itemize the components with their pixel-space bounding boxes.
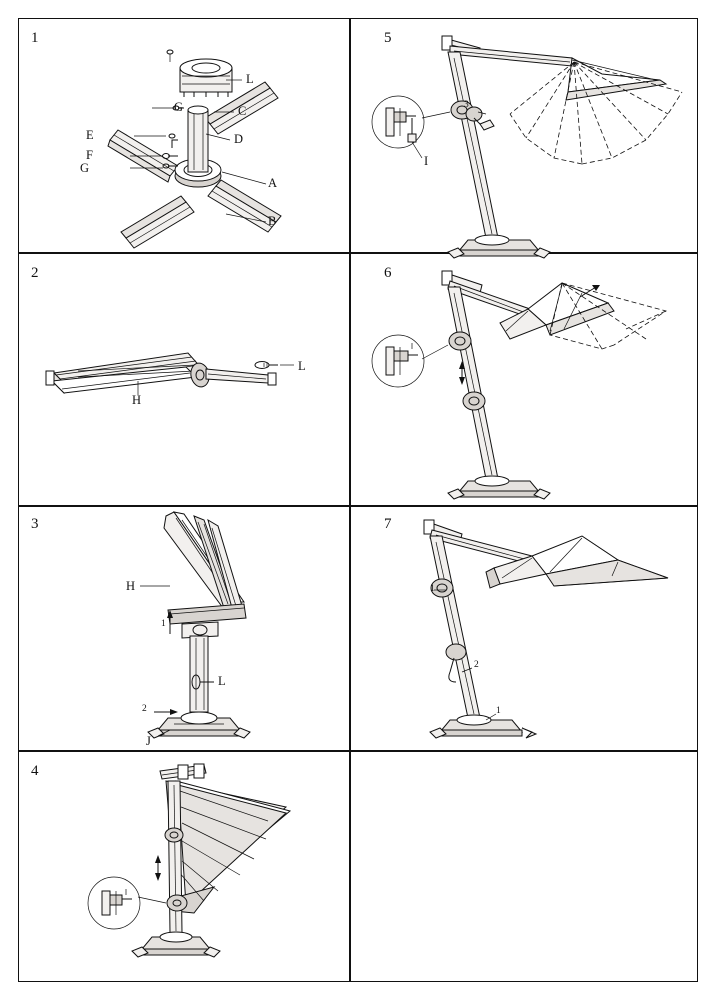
panel-1-drawing: [18, 18, 349, 252]
panel-1-label-L: L: [246, 72, 254, 86]
panel-6-drawing: [350, 253, 698, 505]
panel-7-label-1: 1: [430, 584, 435, 594]
panel-7-number: 7: [384, 516, 392, 532]
panel-7-label-2: 2: [474, 660, 479, 670]
panel-1-label-D: D: [234, 132, 244, 146]
panel-2-drawing: [18, 253, 349, 505]
panel-2: [18, 253, 349, 505]
panel-3-number: 3: [31, 516, 39, 532]
panel-1: [18, 18, 349, 252]
panel-3-label-L: L: [218, 674, 226, 688]
panel-5-drawing: [350, 18, 698, 252]
panel-1-label-E: E: [86, 128, 94, 142]
panel-5-label-I: I: [424, 154, 429, 168]
panel-4-number: 4: [31, 763, 39, 779]
panel-1-label-C: C: [238, 104, 247, 118]
panel-7-label-1b: 1: [496, 706, 501, 716]
panel-3: [18, 506, 349, 750]
panel-1-label-A: A: [268, 176, 278, 190]
panel-5-label-3: 3: [464, 100, 469, 110]
panel-4: [18, 751, 349, 982]
panel-2-label-L: L: [298, 359, 306, 373]
panel-7-drawing: [350, 506, 698, 750]
panel-5-number: 5: [384, 30, 392, 46]
panel-3-label-J: J: [146, 734, 151, 748]
panel-5: [350, 18, 698, 252]
panel-6: [350, 253, 698, 505]
panel-2-number: 2: [31, 265, 39, 281]
panel-1-label-F: F: [86, 148, 93, 162]
panel-8-empty: [350, 751, 698, 982]
panel-2-label-H: H: [132, 393, 142, 407]
panel-4-drawing: [18, 751, 349, 982]
panel-3-label-H: H: [126, 579, 136, 593]
panel-7: [350, 506, 698, 750]
panel-1-label-G-lower: G: [80, 161, 90, 175]
panel-3-label-2: 2: [142, 704, 147, 714]
panel-3-label-1: 1: [161, 619, 166, 629]
panel-1-number: 1: [31, 30, 39, 46]
panel-3-drawing: [18, 506, 349, 750]
panel-1-label-G-upper: G: [174, 100, 184, 114]
panel-6-number: 6: [384, 265, 392, 281]
panel-1-label-B: B: [268, 214, 277, 228]
